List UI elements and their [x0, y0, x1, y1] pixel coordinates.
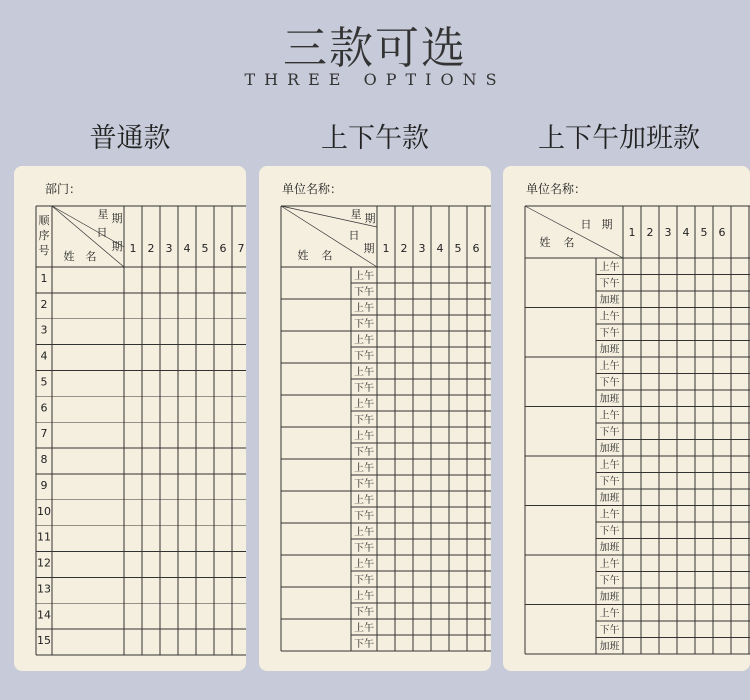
- shift-label: 加班: [599, 344, 620, 356]
- corner-date-label: 期: [601, 218, 613, 231]
- card-am-pm-overtime: [503, 166, 750, 671]
- shift-label: 上午: [599, 509, 620, 521]
- am-pm-label: 上午: [354, 527, 374, 538]
- shift-label: 下午: [599, 575, 620, 587]
- day-number: 4: [436, 242, 444, 255]
- serial-number-header: 序: [38, 229, 50, 242]
- shift-label: 上午: [599, 361, 620, 372]
- am-pm-label: 上午: [354, 559, 374, 570]
- corner-name-label: 名: [321, 249, 333, 262]
- day-number: 2: [646, 226, 654, 239]
- am-pm-label: 下午: [354, 479, 374, 490]
- shift-label: 加班: [599, 641, 620, 653]
- corner-name-label: 姓: [539, 236, 551, 249]
- day-number: 6: [219, 242, 227, 255]
- shift-label: 加班: [599, 542, 620, 554]
- corner-date-label: 日: [348, 229, 360, 242]
- shift-label: 加班: [599, 394, 620, 405]
- shift-label: 加班: [599, 443, 620, 455]
- shift-label: 下午: [599, 476, 620, 488]
- am-pm-label: 下午: [354, 543, 374, 554]
- am-pm-label: 下午: [354, 287, 374, 298]
- shift-label: 加班: [599, 592, 620, 603]
- am-pm-label: 下午: [354, 447, 374, 458]
- day-number: 2: [400, 242, 408, 255]
- am-pm-label: 上午: [354, 271, 374, 282]
- serial-number-header: 号: [38, 244, 50, 257]
- day-number: 5: [201, 242, 209, 255]
- shift-label: 上午: [599, 460, 620, 471]
- row-number: 7: [40, 427, 48, 441]
- day-number: 1: [129, 242, 137, 255]
- am-pm-label: 下午: [354, 511, 374, 522]
- shift-label: 下午: [599, 526, 620, 537]
- am-pm-label: 上午: [354, 399, 374, 410]
- row-number: 12: [37, 556, 51, 570]
- shift-label: 上午: [599, 559, 620, 570]
- page-title: 三款可选: [283, 23, 467, 74]
- am-pm-label: 上午: [354, 463, 374, 474]
- shift-label: 下午: [599, 377, 620, 389]
- page-subtitle: THREE OPTIONS: [244, 70, 506, 89]
- row-number: 1: [40, 272, 48, 285]
- row-number: 6: [40, 401, 48, 415]
- shift-label: 上午: [599, 410, 620, 422]
- regular-attendance-grid: [14, 166, 246, 671]
- corner-date-label: 期: [111, 240, 123, 253]
- option-3-title: 上下午加班款: [538, 123, 700, 154]
- am-pm-label: 上午: [354, 367, 374, 378]
- row-number: 10: [37, 504, 51, 518]
- shift-label: 下午: [599, 278, 620, 290]
- day-number: 7: [237, 242, 245, 255]
- row-number: 15: [37, 634, 51, 648]
- shift-label: 上午: [599, 311, 620, 323]
- day-number: 3: [418, 242, 426, 255]
- am-pm-label: 上午: [354, 303, 374, 314]
- am-pm-label: 下午: [354, 607, 374, 618]
- card-regular-label: 部门：: [45, 182, 82, 196]
- corner-date-label: 日: [580, 218, 592, 231]
- day-number: 1: [382, 242, 390, 255]
- am-pm-label: 下午: [354, 639, 374, 650]
- corner-date-label: 日: [96, 226, 108, 239]
- am-pm-label: 上午: [354, 335, 374, 346]
- card-am-pm-overtime-label: 单位名称：: [526, 182, 587, 196]
- am-pm-label: 上午: [354, 591, 374, 602]
- am-pm-label: 下午: [354, 351, 374, 362]
- card-am-pm: [259, 166, 491, 671]
- diagonal-line: [281, 206, 377, 227]
- shift-label: 加班: [599, 295, 620, 306]
- card-regular: [14, 166, 246, 671]
- shift-label: 加班: [599, 493, 620, 504]
- row-number: 8: [40, 453, 48, 467]
- corner-date-label: 期: [363, 242, 375, 255]
- corner-week-label: 期: [364, 212, 376, 225]
- option-1-title: 普通款: [89, 123, 171, 154]
- row-number: 14: [37, 608, 51, 622]
- shift-label: 下午: [599, 427, 620, 438]
- row-number: 4: [40, 349, 48, 363]
- corner-week-label: 星: [350, 208, 362, 221]
- am-pm-label: 上午: [354, 431, 374, 442]
- am-pm-overtime-attendance-grid: [503, 166, 750, 671]
- day-number: 6: [718, 226, 726, 239]
- day-number: 5: [700, 226, 708, 239]
- am-pm-label: 下午: [354, 575, 374, 586]
- day-number: 1: [628, 226, 636, 239]
- corner-week-label: 期: [111, 212, 123, 225]
- am-pm-label: 下午: [354, 319, 374, 330]
- day-number: 2: [147, 242, 155, 255]
- day-number: 4: [183, 242, 191, 255]
- corner-name-label: 名: [563, 236, 575, 249]
- diagonal-line: [525, 206, 623, 258]
- day-number: 5: [454, 242, 462, 255]
- day-number: 6: [472, 242, 480, 255]
- shift-label: 下午: [599, 328, 620, 339]
- row-number: 13: [37, 582, 51, 596]
- day-number: 3: [664, 226, 672, 239]
- option-2-title: 上下午款: [321, 123, 429, 154]
- serial-number-header: 顺: [38, 214, 50, 227]
- corner-week-label: 星: [97, 208, 109, 221]
- shift-label: 上午: [599, 608, 620, 620]
- corner-name-label: 姓: [297, 249, 309, 262]
- am-pm-label: 下午: [354, 383, 374, 394]
- row-number: 9: [40, 478, 48, 492]
- corner-name-label: 姓: [63, 250, 75, 263]
- shift-label: 下午: [599, 625, 620, 636]
- corner-name-label: 名: [85, 250, 97, 263]
- row-number: 2: [40, 297, 48, 311]
- day-number: 3: [165, 242, 173, 255]
- am-pm-label: 上午: [354, 623, 374, 634]
- day-number: 4: [682, 226, 690, 239]
- am-pm-attendance-grid: [259, 166, 491, 671]
- shift-label: 上午: [599, 262, 620, 273]
- card-am-pm-label: 单位名称：: [282, 182, 343, 196]
- row-number: 5: [40, 375, 48, 389]
- row-number: 11: [37, 530, 51, 544]
- row-number: 3: [40, 323, 48, 337]
- am-pm-label: 下午: [354, 415, 374, 426]
- am-pm-label: 上午: [354, 495, 374, 506]
